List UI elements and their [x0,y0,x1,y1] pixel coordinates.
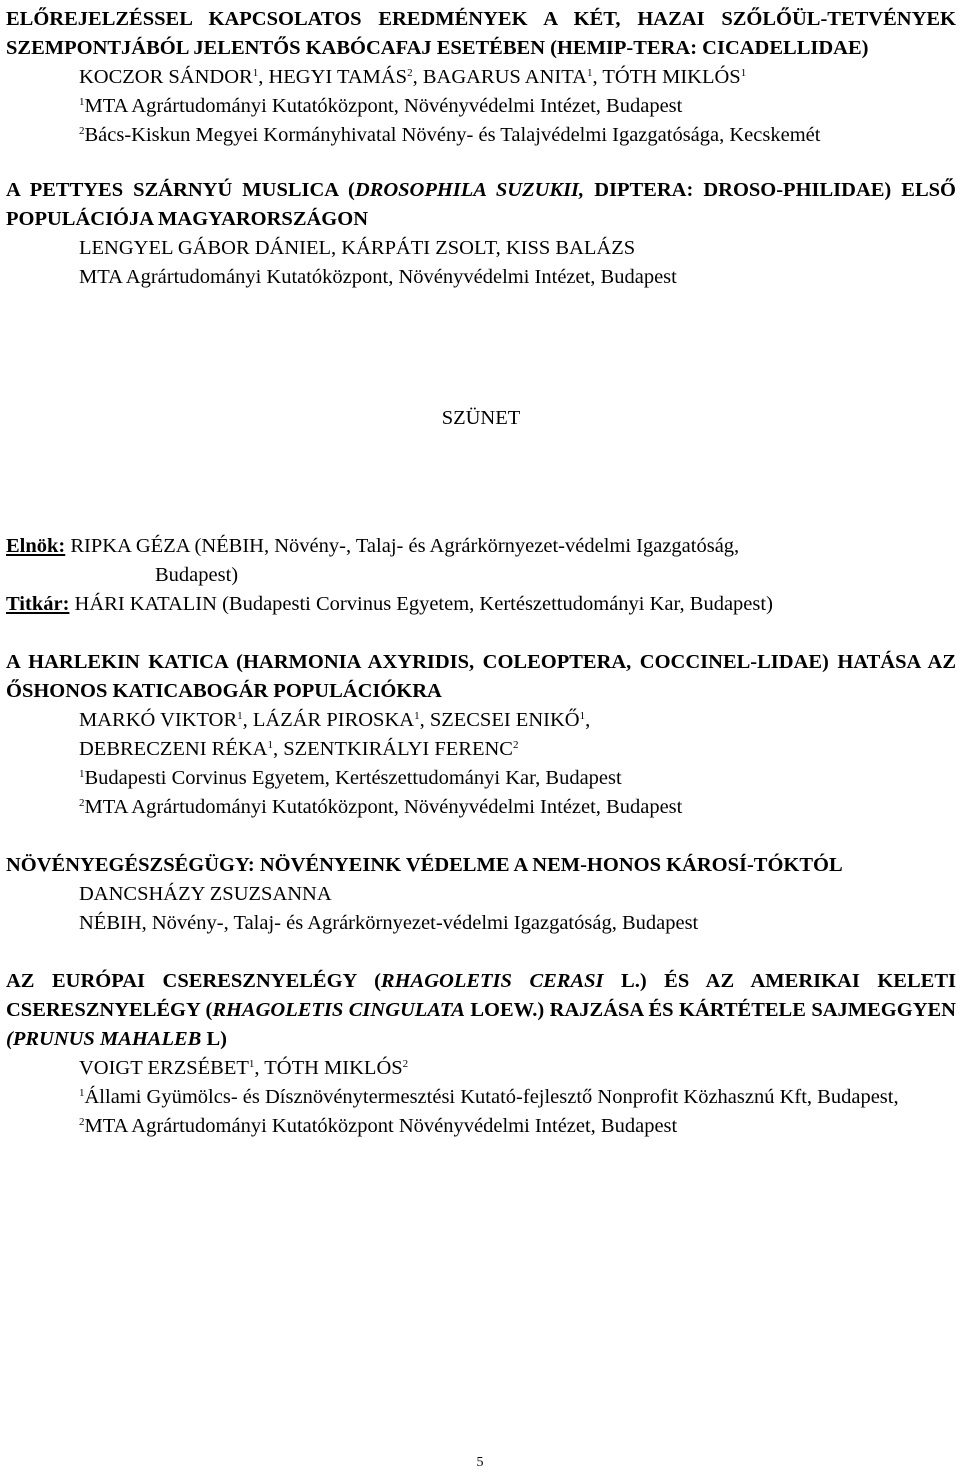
page-number: 5 [476,1455,484,1470]
author-sup: 1 [740,67,747,79]
section-3-affiliation-2 [6,793,956,822]
title-part: DIPTERA: DROSO-PHILIDAE) ELSŐ POPULÁCIÓJA MAGYARORSZÁGON [6,179,956,230]
section-2-affiliation: MTA Agrártudományi Kutatóközpont, Növényvédelmi Intézet, Budapest [79,266,677,288]
section-3 [6,648,956,822]
author-sep: , [254,1057,265,1079]
author-name: DEBRECZENI RÉKA [79,738,268,760]
author-sup: 1 [586,67,593,79]
chair-label: Elnök: [6,535,66,557]
author-name: TÓTH MIKLÓS [602,66,741,88]
section-2 [6,176,956,292]
author-name: TÓTH MIKLÓS [264,1057,403,1079]
author-sep: , [592,66,603,88]
section-3-title: A HARLEKIN KATICA (HARMONIA AXYRIDIS, COLEOPTERA, COCCINEL-LIDAE) HATÁSA AZ ŐSHONOS KATICABOGÁR POPULÁCIÓKRA [6,651,956,702]
section-1-title: ELŐREJELZÉSSEL KAPCSOLATOS EREDMÉNYEK A KÉT, HAZAI SZŐLŐÜL-TETVÉNYEK SZEMPONTJÁBÓL JELENTŐS KABÓCAFAJ ESETÉBEN (HEMIP-TERA: CICADELLIDAE) [6,8,956,59]
author-sep: , [585,709,591,731]
session-officials [6,532,956,619]
secretary-text: HÁRI KATALIN (Budapesti Corvinus Egyetem, Kertészettudományi Kar, Budapest) [69,593,773,615]
author-name: MARKÓ VIKTOR [79,709,238,731]
affil-text: Bács-Kiskun Megyei Kormányhivatal Növény- és Talajvédelmi Igazgatósága, Kecskemét [84,124,821,146]
title-part: L.) ÉS AZ AMERIKAI KELETI CSERESZNYELÉGY ( [6,970,956,1021]
author-sup: 2 [407,67,413,79]
section-2-title [6,176,956,234]
title-italic: RHAGOLETIS CERASI [380,970,604,992]
section-3-authors-1 [6,706,956,735]
section-5 [6,967,956,1141]
document-page [6,5,956,1141]
author-name: SZECSEI ENIKŐ [429,709,580,731]
author-name: SZENTKIRÁLYI FERENC [283,738,513,760]
title-italic: (PRUNUS MAHALEB [6,1028,202,1050]
section-1-authors [6,63,956,92]
section-3-authors-2 [6,735,956,764]
affil-sup: 1 [79,768,85,780]
affil-text: MTA Agrártudományi Kutatóközpont Növényvédelmi Intézet, Budapest [84,1115,678,1137]
affil-text: Állami Gyümölcs- és Dísznövénytermesztési Kutató-fejlesztő Nonprofit Közhasznú Kft, Budapest, [84,1086,899,1108]
section-5-title [6,967,956,1054]
chair-text: RIPKA GÉZA (NÉBIH, Növény-, Talaj- és Agrárkörnyezet-védelmi Igazgatóság, [65,535,740,557]
affil-sup: 2 [79,1116,85,1128]
section-1-affiliation-1 [6,92,956,121]
title-italic: DROSOPHILA SUZUKII, [354,179,585,201]
section-3-affiliation-1 [6,764,956,793]
author-sup: 1 [579,710,586,722]
title-italic: RHAGOLETIS CINGULATA [212,999,465,1021]
section-5-authors [6,1054,956,1083]
title-part: A PETTYES SZÁRNYÚ MUSLICA ( [6,179,355,201]
affil-text: Budapesti Corvinus Egyetem, Kertészettudományi Kar, Budapest [84,767,622,789]
author-sep: , [258,66,269,88]
section-2-authors: LENGYEL GÁBOR DÁNIEL, KÁRPÁTI ZSOLT, KISS BALÁZS [79,237,636,259]
affil-sup: 2 [79,125,85,137]
affil-text: MTA Agrártudományi Kutatóközpont, Növényvédelmi Intézet, Budapest [84,95,683,117]
author-sup: 1 [237,710,243,722]
author-name: VOIGT ERZSÉBET [79,1057,249,1079]
title-part: LOEW.) RAJZÁSA ÉS KÁRTÉTELE SAJMEGGYEN [464,999,956,1021]
section-4-title: NÖVÉNYEGÉSZSÉGÜGY: NÖVÉNYEINK VÉDELME A NEM-HONOS KÁROSÍ-TÓKTÓL [6,854,843,876]
author-sep: , [272,738,284,760]
secretary-line [6,590,956,619]
author-sup: 1 [414,710,420,722]
title-part: AZ EURÓPAI CSERESZNYELÉGY ( [6,970,381,992]
section-1 [6,5,956,150]
chair-line-2: Budapest) [155,564,239,586]
author-name: LÁZÁR PIROSKA [252,709,415,731]
author-sup: 1 [267,739,273,751]
section-4-affiliation: NÉBIH, Növény-, Talaj- és Agrárkörnyezet-védelmi Igazgatóság, Budapest [79,912,699,934]
author-sep: , [242,709,253,731]
secretary-label: Titkár: [6,593,70,615]
author-sup: 2 [512,739,519,751]
section-4 [6,851,956,938]
author-name: HEGYI TAMÁS [268,66,408,88]
affil-sup: 2 [79,797,85,809]
author-sep: , [412,66,423,88]
break-label: SZÜNET [441,407,521,429]
section-4-authors: DANCSHÁZY ZSUZSANNA [79,883,332,905]
title-part: L) [201,1028,227,1050]
chair-line [6,532,956,561]
author-name: BAGARUS ANITA [422,66,587,88]
author-name: KOCZOR SÁNDOR [79,66,253,88]
affil-sup: 1 [79,1087,85,1099]
section-5-affiliation-2 [6,1112,956,1141]
author-sep: , [419,709,430,731]
affil-text: MTA Agrártudományi Kutatóközpont, Növényvédelmi Intézet, Budapest [84,796,683,818]
affil-sup: 1 [79,96,85,108]
section-1-affiliation-2 [6,121,956,150]
section-5-affiliation-1 [6,1083,956,1112]
author-sup: 1 [248,1058,255,1070]
author-sup: 2 [402,1058,409,1070]
author-sup: 1 [252,67,259,79]
